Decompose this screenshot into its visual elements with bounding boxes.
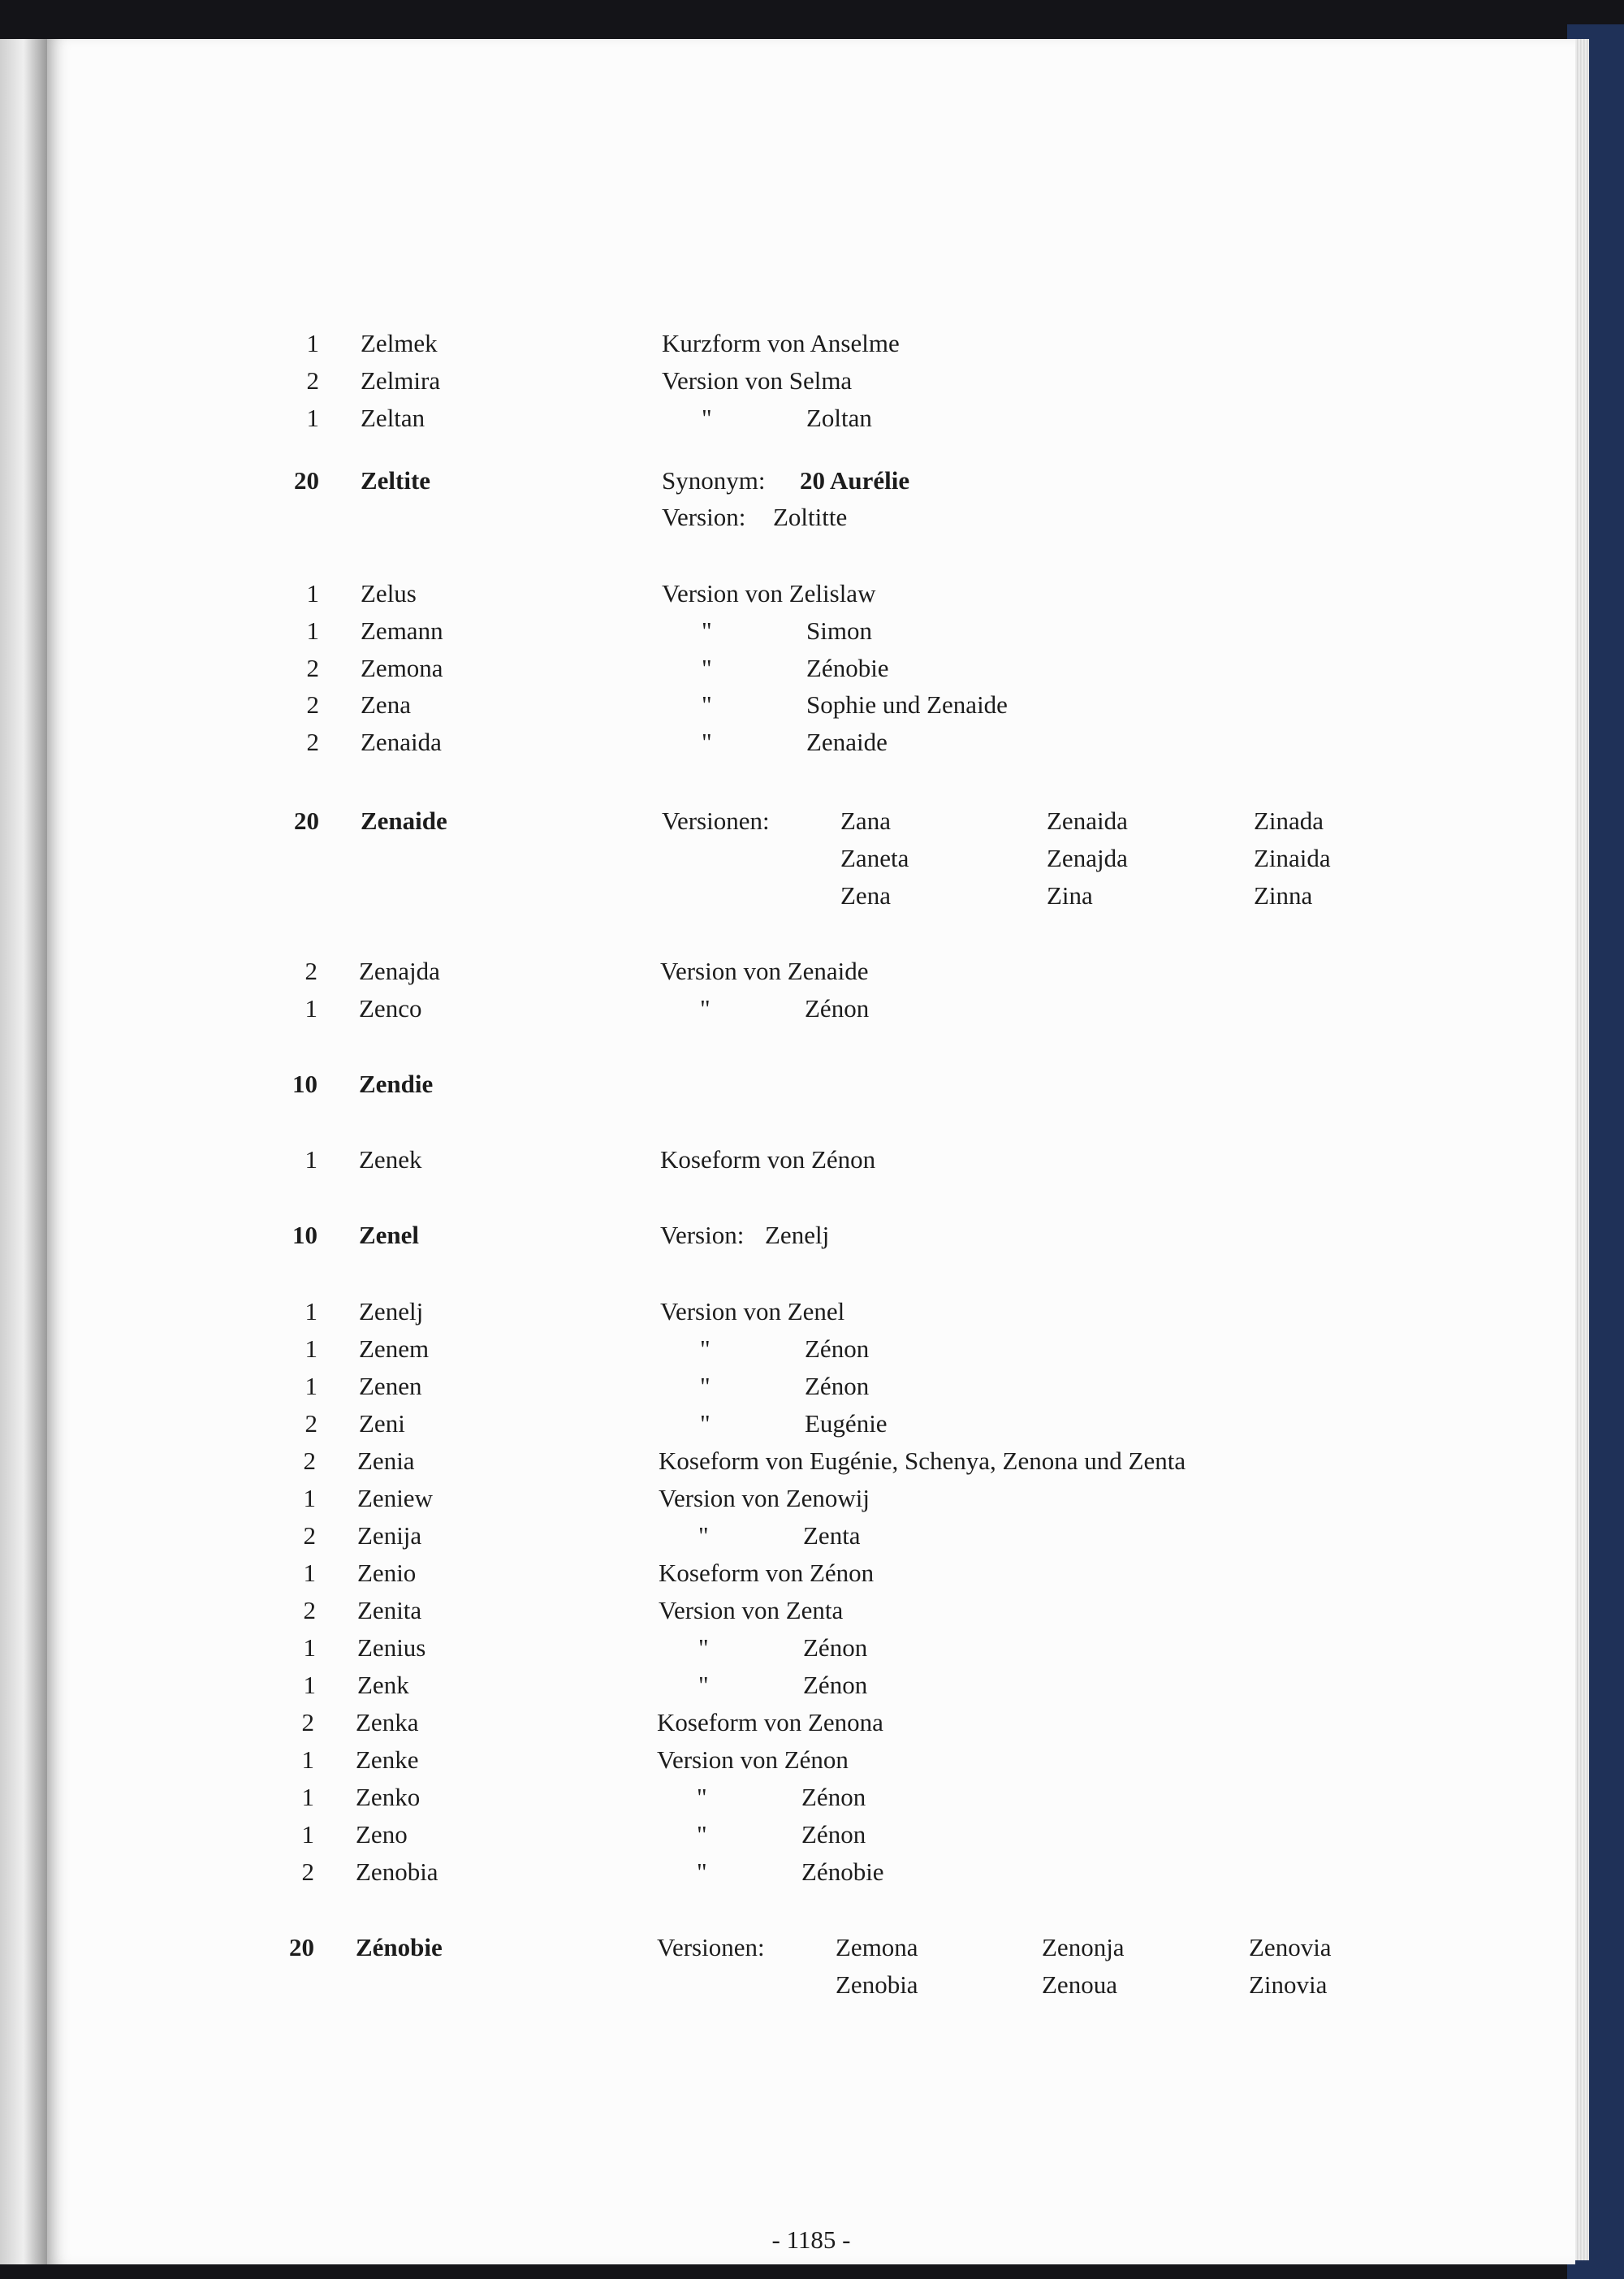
entry-target: Zénobie: [801, 1857, 884, 1886]
entry-name: Zenius: [357, 1633, 426, 1662]
entry-target: Sophie und Zenaide: [806, 690, 1008, 719]
entry-frequency: 10: [292, 1221, 317, 1249]
version-variant: Zinaida: [1254, 844, 1331, 872]
entry-target: Zenta: [803, 1521, 861, 1550]
entry-relation: ": [700, 1334, 710, 1363]
entry-row: [47, 877, 1575, 915]
entry-target: Zénon: [803, 1671, 868, 1699]
entry-frequency: 1: [304, 1145, 317, 1174]
entry-row: [47, 840, 1575, 877]
entry-frequency: 2: [303, 1447, 316, 1475]
entry-row: [47, 1966, 1575, 2004]
entry-relation: ": [702, 690, 712, 719]
entry-name: Zenko: [356, 1783, 421, 1811]
entry-frequency: 2: [304, 957, 317, 985]
entry-frequency: 20: [294, 807, 319, 835]
entry-relation: Versionen:: [657, 1933, 765, 1961]
entry-relation: Version von Selma: [662, 366, 853, 395]
entry-relation: ": [698, 1521, 709, 1550]
entry-relation: ": [697, 1783, 707, 1811]
entry-relation: Version von Zenta: [659, 1596, 844, 1624]
page-number: - 1185 -: [771, 2225, 851, 2254]
version-variant: Zemona: [836, 1933, 918, 1961]
entry-target: Zoltitte: [773, 503, 848, 531]
entry-name: Zénobie: [356, 1933, 443, 1961]
entry-relation: Koseform von Zenona: [657, 1708, 883, 1736]
entry-frequency: 2: [306, 690, 319, 719]
entry-frequency: 1: [306, 329, 319, 357]
entry-relation: ": [700, 1409, 710, 1438]
entry-row: [47, 1141, 1575, 1178]
entry-relation: ": [702, 728, 712, 756]
entry-row: [47, 1330, 1575, 1368]
entry-row: [47, 1368, 1575, 1405]
entry-relation: ": [697, 1857, 707, 1886]
entry-name: Zenobia: [356, 1857, 438, 1886]
entry-frequency: 1: [304, 1297, 317, 1325]
entry-row: [47, 802, 1575, 840]
entry-name: Zelus: [361, 579, 417, 608]
version-variant: Zenajda: [1047, 844, 1128, 872]
entry-frequency: 1: [303, 1559, 316, 1587]
entry-row: [47, 1293, 1575, 1330]
entry-name: Zenio: [357, 1559, 417, 1587]
entry-target: Zénon: [805, 994, 870, 1023]
entry-relation: Koseform von Zénon: [659, 1559, 875, 1587]
entry-row: [47, 1667, 1575, 1704]
entry-name: Zeniew: [357, 1484, 433, 1512]
entry-row: [47, 1442, 1575, 1480]
entry-row: [47, 400, 1575, 437]
entry-row: [47, 1816, 1575, 1853]
version-variant: Zena: [840, 881, 891, 910]
entry-relation: Version von Zenowij: [659, 1484, 870, 1512]
entry-name: Zeno: [356, 1820, 408, 1849]
entry-name: Zenem: [359, 1334, 430, 1363]
entry-row: [47, 1217, 1575, 1254]
entry-name: Zendie: [359, 1070, 434, 1098]
entry-row: [47, 724, 1575, 761]
entry-relation: Version von Zenel: [660, 1297, 845, 1325]
entry-row: [47, 1629, 1575, 1667]
entry-name: Zenaida: [361, 728, 442, 756]
entry-frequency: 1: [306, 616, 319, 645]
entry-relation: Version von Zenaide: [660, 957, 869, 985]
entry-name: Zenia: [357, 1447, 415, 1475]
entry-relation: Version:: [660, 1221, 745, 1249]
entry-relation: ": [700, 994, 710, 1023]
entry-frequency: 2: [303, 1596, 316, 1624]
entry-target: Zénon: [803, 1633, 868, 1662]
entry-relation: Synonym:: [662, 466, 766, 495]
entry-row: [47, 325, 1575, 362]
entry-row: [47, 1853, 1575, 1891]
entry-frequency: 1: [301, 1745, 314, 1774]
entry-name: Zena: [361, 690, 411, 719]
entry-row: [47, 575, 1575, 612]
version-variant: Zaneta: [840, 844, 909, 872]
entry-relation: Kurzform von Anselme: [662, 329, 900, 357]
entry-relation: Koseform von Eugénie, Schenya, Zenona und Zenta: [659, 1447, 1186, 1475]
entry-frequency: 2: [304, 1409, 317, 1438]
version-variant: Zenonja: [1042, 1933, 1125, 1961]
version-variant: Zenobia: [836, 1970, 918, 1999]
entry-frequency: 1: [304, 1334, 317, 1363]
entry-row: [47, 612, 1575, 650]
entry-name: Zeltan: [361, 404, 425, 432]
entry-row: [47, 362, 1575, 400]
entry-list: [47, 39, 1575, 2264]
entry-row: [47, 1779, 1575, 1816]
entry-frequency: 1: [303, 1633, 316, 1662]
entry-name: Zenen: [359, 1372, 422, 1400]
version-variant: Zenovia: [1249, 1933, 1332, 1961]
entry-frequency: 2: [306, 654, 319, 682]
entry-frequency: 1: [304, 1372, 317, 1400]
entry-frequency: 1: [304, 994, 317, 1023]
entry-relation: ": [700, 1372, 710, 1400]
entry-frequency: 1: [303, 1671, 316, 1699]
entry-frequency: 2: [306, 728, 319, 756]
entry-relation: Version:: [662, 503, 746, 531]
entry-frequency: 2: [301, 1857, 314, 1886]
entry-target: Simon: [806, 616, 872, 645]
entry-row: [47, 1704, 1575, 1741]
entry-relation: ": [697, 1820, 707, 1849]
entry-name: Zenita: [357, 1596, 422, 1624]
facing-page-edge: [0, 39, 47, 2264]
entry-row: [47, 1480, 1575, 1517]
entry-target: Zenaide: [806, 728, 888, 756]
entry-row: [47, 990, 1575, 1027]
entry-target: Zénon: [805, 1334, 870, 1363]
version-variant: Zenaida: [1047, 807, 1128, 835]
entry-target: Zénobie: [806, 654, 889, 682]
entry-relation: Koseform von Zénon: [660, 1145, 876, 1174]
entry-target: Zénon: [805, 1372, 870, 1400]
version-variant: Zana: [840, 807, 891, 835]
entry-row: [47, 462, 1575, 499]
entry-frequency: 2: [301, 1708, 314, 1736]
entry-row: [47, 1929, 1575, 1966]
entry-row: [47, 650, 1575, 687]
entry-name: Zelmira: [361, 366, 441, 395]
entry-row: [47, 1592, 1575, 1629]
entry-row: [47, 499, 1575, 536]
entry-name: Zenelj: [359, 1297, 424, 1325]
entry-target: Zénon: [801, 1783, 866, 1811]
entry-name: Zenk: [357, 1671, 409, 1699]
entry-name: Zenel: [359, 1221, 420, 1249]
entry-name: Zenija: [357, 1521, 422, 1550]
entry-target: Zenelj: [765, 1221, 830, 1249]
entry-relation: Versionen:: [662, 807, 770, 835]
entry-target: 20 Aurélie: [800, 466, 910, 495]
entry-row: [47, 1405, 1575, 1442]
entry-relation: ": [702, 404, 712, 432]
entry-relation: Version von Zénon: [657, 1745, 849, 1774]
entry-row: [47, 953, 1575, 990]
version-variant: Zenoua: [1042, 1970, 1117, 1999]
entry-frequency: 1: [306, 579, 319, 608]
entry-name: Zeni: [359, 1409, 405, 1438]
entry-frequency: 1: [301, 1820, 314, 1849]
entry-frequency: 1: [303, 1484, 316, 1512]
version-variant: Zinada: [1254, 807, 1324, 835]
entry-frequency: 2: [306, 366, 319, 395]
version-variant: Zina: [1047, 881, 1093, 910]
entry-name: Zenajda: [359, 957, 440, 985]
entry-relation: ": [702, 616, 712, 645]
entry-relation: ": [702, 654, 712, 682]
entry-frequency: 1: [306, 404, 319, 432]
entry-target: Zoltan: [806, 404, 872, 432]
entry-relation: ": [698, 1633, 709, 1662]
entry-name: Zenco: [359, 994, 422, 1023]
entry-frequency: 10: [292, 1070, 317, 1098]
version-variant: Zinovia: [1249, 1970, 1328, 1999]
entry-name: Zenaide: [361, 807, 447, 835]
entry-relation: ": [698, 1671, 709, 1699]
entry-frequency: 1: [301, 1783, 314, 1811]
dictionary-page: [47, 39, 1575, 2264]
entry-row: [47, 1517, 1575, 1555]
entry-row: [47, 686, 1575, 724]
entry-name: Zelmek: [361, 329, 438, 357]
entry-row: [47, 1555, 1575, 1592]
entry-target: Zénon: [801, 1820, 866, 1849]
entry-name: Zemann: [361, 616, 443, 645]
entry-frequency: 2: [303, 1521, 316, 1550]
version-variant: Zinna: [1254, 881, 1313, 910]
entry-relation: Version von Zelislaw: [662, 579, 876, 608]
entry-row: [47, 1741, 1575, 1779]
entry-name: Zenke: [356, 1745, 419, 1774]
entry-target: Eugénie: [805, 1409, 888, 1438]
entry-name: Zemona: [361, 654, 443, 682]
entry-frequency: 20: [289, 1933, 314, 1961]
entry-row: [47, 1066, 1575, 1103]
entry-name: Zeltite: [361, 466, 431, 495]
entry-name: Zenka: [356, 1708, 419, 1736]
entry-name: Zenek: [359, 1145, 422, 1174]
entry-frequency: 20: [294, 466, 319, 495]
